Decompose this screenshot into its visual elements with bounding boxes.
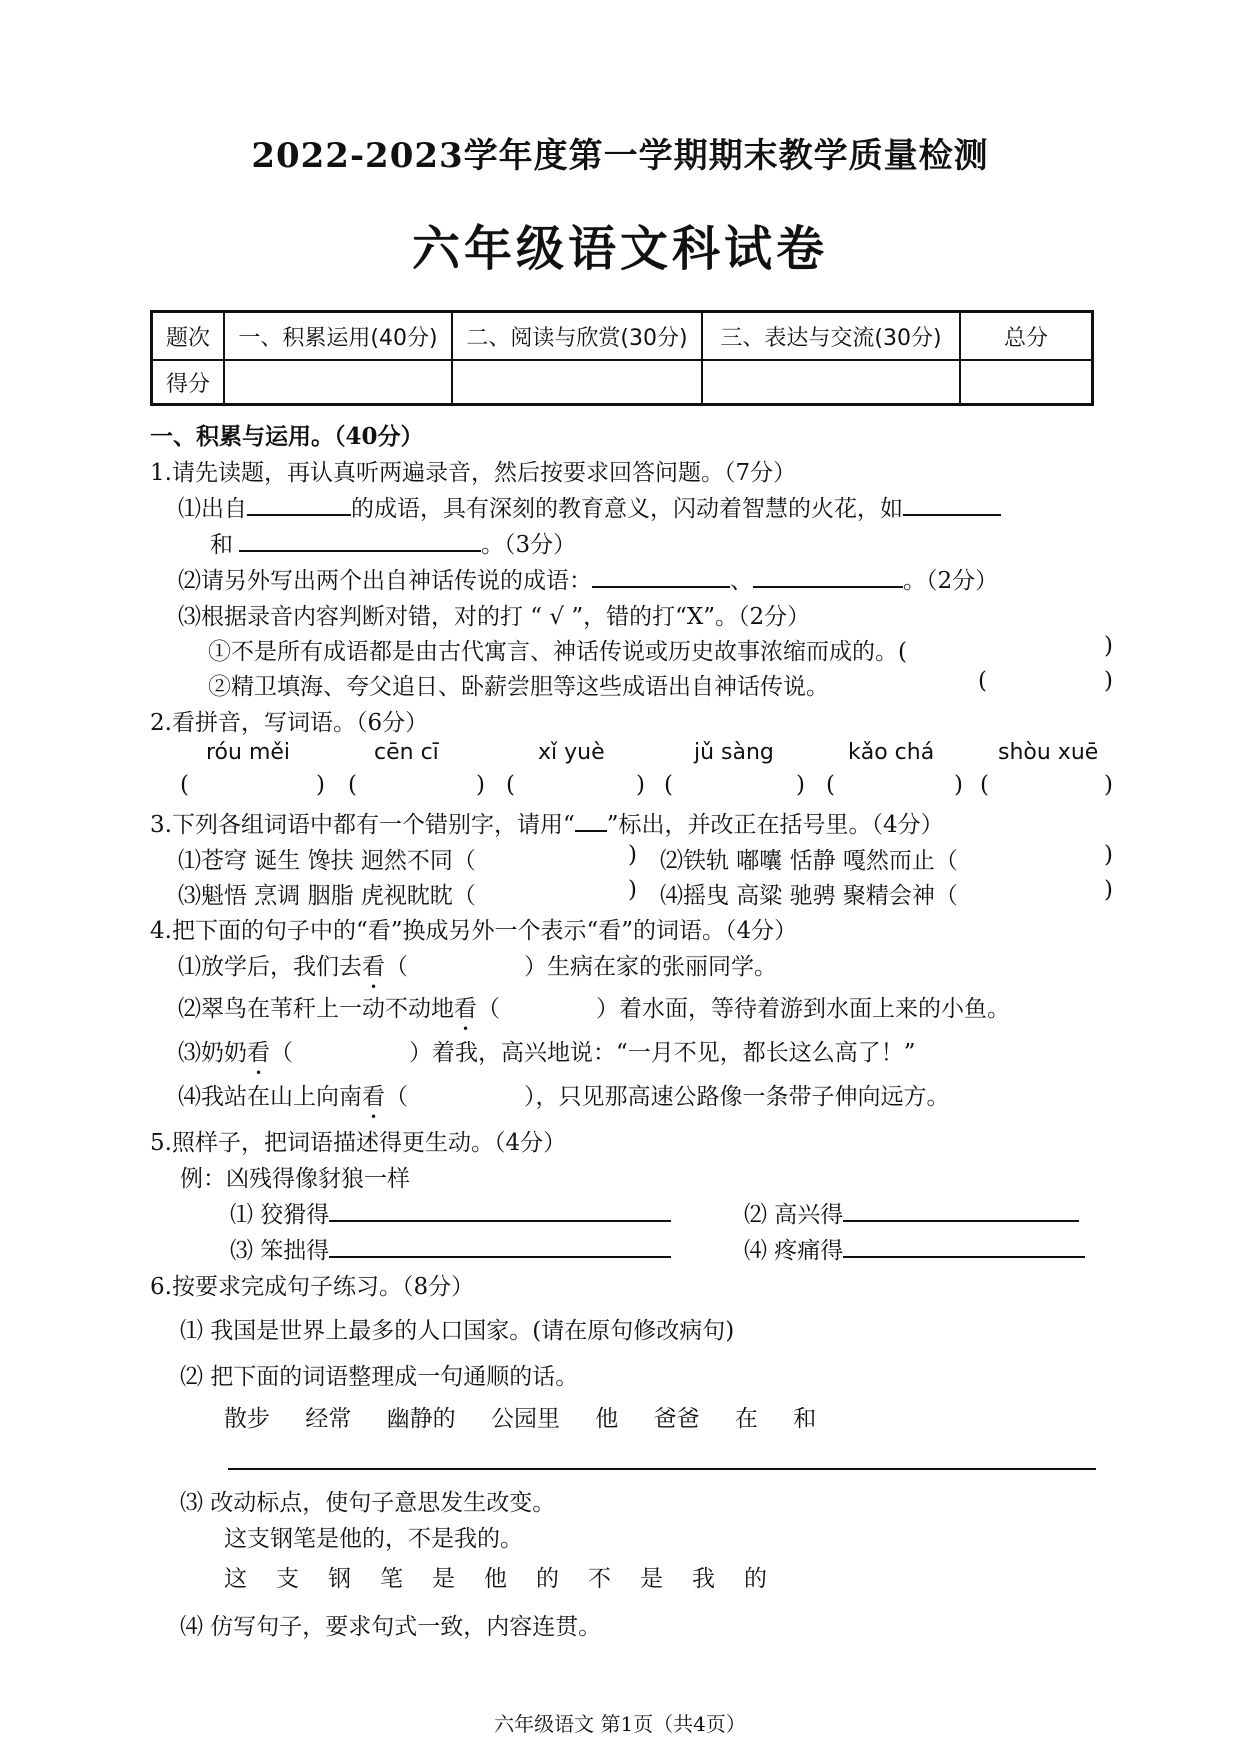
answer-blank[interactable]	[592, 564, 730, 588]
q6-part-3: ⑶ 改动标点，使句子意思发生改变。	[180, 1490, 556, 1516]
score-header-cell: 总分	[960, 312, 1093, 361]
paren-close: )	[954, 772, 963, 798]
char-cell: 是	[432, 1566, 455, 1592]
q5-example: 例：凶残得像豺狼一样	[180, 1166, 410, 1192]
q5-stem: 5.照样子，把词语描述得更生动。（4分）	[150, 1130, 567, 1156]
answer-blank[interactable]	[247, 492, 351, 516]
page-footer: 六年级语文 第1页（共4页）	[494, 1712, 746, 1736]
underline-mark	[575, 812, 607, 832]
q1-part3: ⑶根据录音内容判断对错，对的打 “ √ ”，错的打“X”。（2分）	[178, 604, 811, 630]
word-chip: 在	[734, 1406, 758, 1432]
paren-close: )	[1104, 877, 1113, 903]
paren-close: )	[1104, 772, 1113, 798]
q1-part1-line2: 和 。（3分）	[210, 526, 576, 559]
paren-close: )	[1104, 668, 1113, 694]
word-chip: 散步	[224, 1406, 270, 1432]
paren-close: )	[1104, 633, 1113, 659]
q5-item-1: ⑴ 狡猾得	[230, 1196, 671, 1229]
q5-item-4: ⑷ 疼痛得	[744, 1232, 1085, 1265]
q3-group-2: ⑵铁轨 嘟囔 恬静 嘎然而止（	[660, 848, 958, 874]
q6-part-4: ⑷ 仿写句子，要求句式一致，内容连贯。	[180, 1614, 602, 1640]
q6-original-sentence: 这支钢笔是他的，不是我的。	[224, 1526, 523, 1552]
q6-char-row	[224, 1560, 796, 1593]
q3-group-4: ⑷摇曳 高粱 驰骋 聚精会神（	[660, 883, 958, 909]
q5-item-2: ⑵ 高兴得	[744, 1196, 1079, 1229]
pinyin: róu měi	[206, 740, 291, 765]
pinyin: kǎo chá	[848, 740, 935, 765]
q1-part1-line1: ⑴出自 的成语，具有深刻的教育意义，闪动着智慧的火花，如	[178, 490, 1001, 523]
char-cell: 是	[640, 1566, 663, 1592]
word-chip: 经常	[305, 1406, 352, 1432]
paren-open: (	[348, 772, 357, 798]
q3-group-3: ⑶魁悟 烹调 胭脂 虎视眈眈（	[178, 883, 476, 909]
score-header-cell: 题次	[152, 312, 225, 361]
score-table	[150, 310, 1094, 406]
word-chip: 公园里	[490, 1406, 560, 1432]
paren-close: )	[636, 772, 645, 798]
answer-blank[interactable]	[843, 1198, 1079, 1222]
answer-blank[interactable]	[753, 564, 903, 588]
score-cell[interactable]	[960, 360, 1093, 404]
score-cell[interactable]	[702, 360, 960, 404]
score-row-label: 得分	[152, 360, 225, 404]
section-heading: 一、积累与运用。（40分）	[150, 423, 424, 450]
char-cell: 这	[224, 1566, 247, 1592]
char-cell: 钢	[328, 1566, 351, 1592]
char-cell: 不	[588, 1566, 611, 1592]
q4-sentence-4: ⑷我站在山上向南看（ ），只见那高速公路像一条带子伸向远方。	[178, 1084, 950, 1110]
word-chip: 幽静的	[386, 1406, 456, 1432]
q4-sentence-1: ⑴放学后，我们去看（ ）生病在家的张丽同学。	[178, 954, 777, 980]
paren-open: (	[978, 668, 987, 694]
word-chip: 爸爸	[653, 1406, 700, 1432]
char-cell: 的	[536, 1566, 559, 1592]
char-cell: 的	[744, 1566, 767, 1592]
paren-close: )	[476, 772, 485, 798]
char-cell: 他	[484, 1566, 507, 1592]
paren-close: )	[628, 877, 637, 903]
q4-sentence-3: ⑶奶奶看（ ）着我，高兴地说：“一月不见，都长这么高了！”	[178, 1040, 916, 1066]
q6-part-1: ⑴ 我国是世界上最多的人口国家。(请在原句修改病句)	[180, 1318, 735, 1344]
char-cell: 笔	[380, 1566, 403, 1592]
score-cell[interactable]	[224, 360, 452, 404]
exam-subtitle: 六年级语文科试卷	[411, 221, 828, 277]
pinyin: xǐ yuè	[538, 740, 605, 765]
pinyin: cēn cī	[374, 740, 439, 765]
score-cell[interactable]	[452, 360, 702, 404]
q3-group-1: ⑴苍穹 诞生 馋扶 迥然不同（	[178, 848, 476, 874]
paren-close: )	[628, 842, 637, 868]
paren-open: (	[506, 772, 515, 798]
exam-title: 2022-2023学年度第一学期期末教学质量检测	[251, 136, 989, 176]
q1-statement-1: ①不是所有成语都是由古代寓言、神话传说或历史故事浓缩而成的。(	[208, 639, 907, 665]
word-chip: 和	[793, 1406, 817, 1432]
answer-blank[interactable]	[903, 492, 1001, 516]
char-cell: 我	[692, 1566, 715, 1592]
q1-part2: ⑵请另外写出两个出自神话传说的成语： 、 。（2分）	[178, 562, 998, 595]
paren-close: )	[796, 772, 805, 798]
q1-statement-2: ②精卫填海、夸父追日、卧薪尝胆等这些成语出自神话传说。	[208, 674, 829, 700]
paren-close: )	[1104, 842, 1113, 868]
q6-stem: 6.按要求完成句子练习。（8分）	[150, 1274, 475, 1300]
answer-blank[interactable]	[329, 1198, 671, 1222]
q2-stem: 2.看拼音，写词语。（6分）	[150, 710, 429, 736]
score-header-cell: 三、表达与交流(30分)	[702, 312, 960, 361]
word-chip: 他	[595, 1406, 619, 1432]
answer-blank[interactable]	[843, 1234, 1085, 1258]
q1-stem: 1.请先读题，再认真听两遍录音，然后按要求回答问题。（7分）	[150, 460, 797, 486]
char-cell: 支	[276, 1566, 299, 1592]
q3-stem: 3.下列各组词语中都有一个错别字，请用“ ”标出，并改正在括号里。（4分）	[150, 812, 944, 838]
pinyin: jǔ sàng	[694, 740, 774, 765]
pinyin: shòu xuē	[998, 740, 1099, 765]
answer-blank[interactable]	[329, 1234, 671, 1258]
paren-open: (	[664, 772, 673, 798]
q4-sentence-2: ⑵翠鸟在苇秆上一动不动地看（ ）着水面，等待着游到水面上来的小鱼。	[178, 996, 1010, 1022]
q4-stem: 4.把下面的句子中的“看”换成另外一个表示“看”的词语。（4分）	[150, 918, 798, 944]
q6-part-2: ⑵ 把下面的词语整理成一句通顺的话。	[180, 1364, 579, 1390]
paren-open: (	[180, 772, 189, 798]
answer-line[interactable]	[228, 1468, 1096, 1470]
q6-word-list	[224, 1400, 816, 1433]
score-header-cell: 二、阅读与欣赏(30分)	[452, 312, 702, 361]
q5-item-3: ⑶ 笨拙得	[230, 1232, 671, 1265]
score-header-cell: 一、积累运用(40分)	[224, 312, 452, 361]
answer-blank[interactable]	[239, 528, 481, 552]
paren-open: (	[826, 772, 835, 798]
paren-open: (	[980, 772, 989, 798]
paren-close: )	[316, 772, 325, 798]
